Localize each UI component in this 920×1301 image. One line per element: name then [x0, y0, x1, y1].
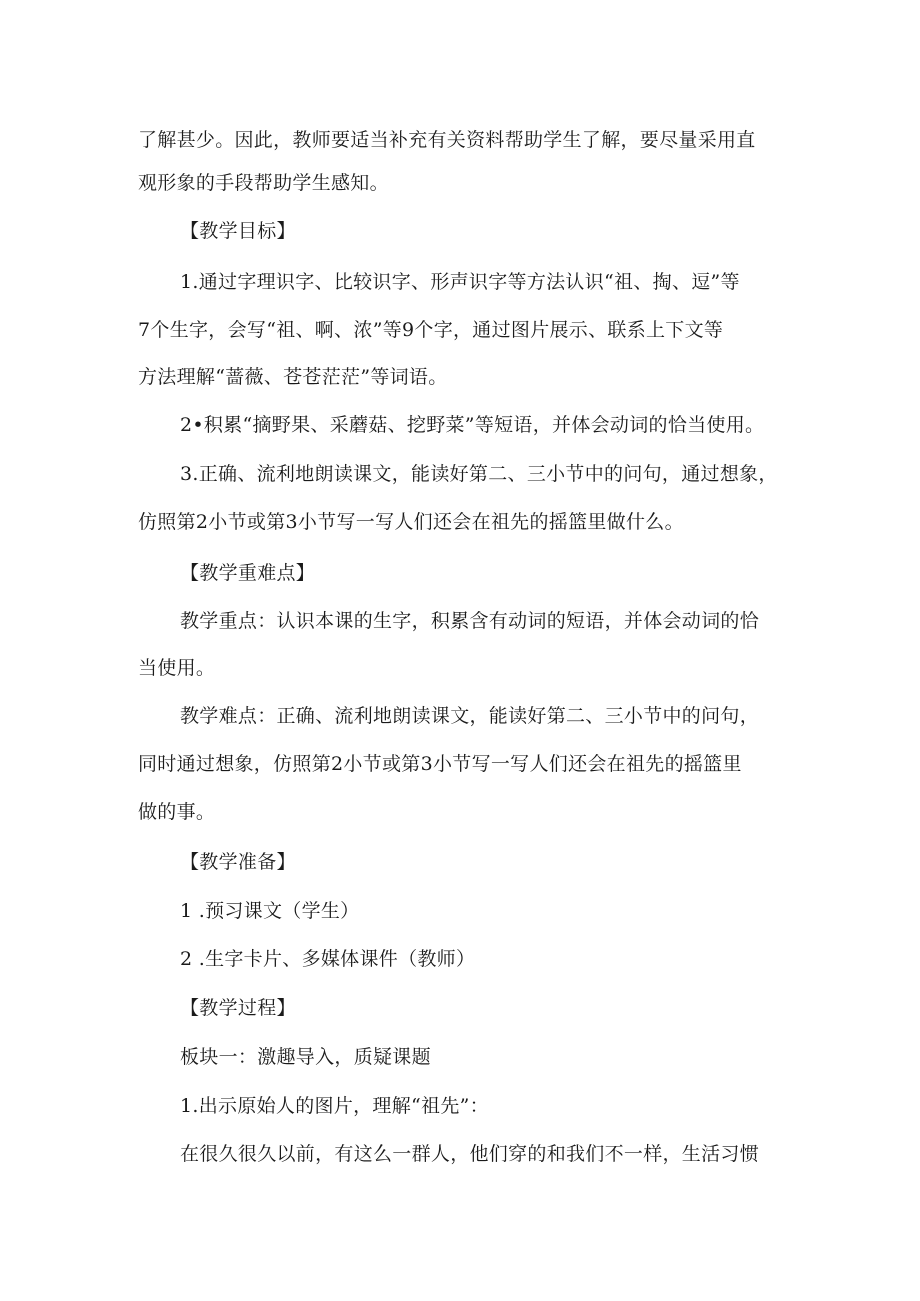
key-point-line-1: 教学重点：认识本课的生字，积累含有动词的短语，并体会动词的恰 — [180, 610, 760, 632]
key-point-line-2: 当使用。 — [138, 657, 216, 679]
goal-1-line-3: 方法理解“蔷薇、苍苍茫茫”等词语。 — [138, 366, 448, 388]
goal-3-line-1: 3.正确、流利地朗读课文，能读好第二、三小节中的问句，通过想象， — [180, 463, 778, 485]
prep-item-1: 1 .预习课文（学生） — [180, 900, 360, 922]
step-1: 1.出示原始人的图片，理解“祖先”： — [180, 1095, 489, 1117]
goal-1-line-1: 1.通过字理识字、比较识字、形声识字等方法认识“祖、掏、逗”等 — [180, 271, 740, 293]
block-1-title: 板块一：激趣导入，质疑课题 — [180, 1046, 431, 1068]
difficulty-line-1: 教学难点：正确、流利地朗读课文，能读好第二、三小节中的问句， — [180, 705, 760, 727]
goal-3-line-2: 仿照第2小节或第3小节写一写人们还会在祖先的摇篮里做什么。 — [138, 511, 684, 533]
intro-line-1: 了解甚少。因此，教师要适当补充有关资料帮助学生了解，要尽量采用直 — [138, 129, 756, 151]
prep-item-2: 2 .生字卡片、多媒体课件（教师） — [180, 948, 476, 970]
difficulty-line-3: 做的事。 — [138, 801, 216, 823]
difficulty-line-2: 同时通过想象，仿照第2小节或第3小节写一写人们还会在祖先的摇篮里 — [138, 753, 742, 775]
key-points-heading: 【教学重难点】 — [180, 562, 316, 584]
goals-heading: 【教学目标】 — [180, 220, 296, 242]
step-1-text: 在很久很久以前，有这么一群人，他们穿的和我们不一样，生活习惯 — [180, 1143, 760, 1165]
prep-heading: 【教学准备】 — [180, 851, 296, 873]
goal-1-line-2: 7个生字，会写“祖、啊、浓”等9个字，通过图片展示、联系上下文等 — [138, 319, 724, 341]
process-heading: 【教学过程】 — [180, 997, 296, 1019]
goal-2: 2•积累“摘野果、采蘑菇、挖野菜”等短语，并体会动词的恰当使用。 — [180, 414, 765, 436]
intro-line-2: 观形象的手段帮助学生感知。 — [138, 172, 389, 194]
